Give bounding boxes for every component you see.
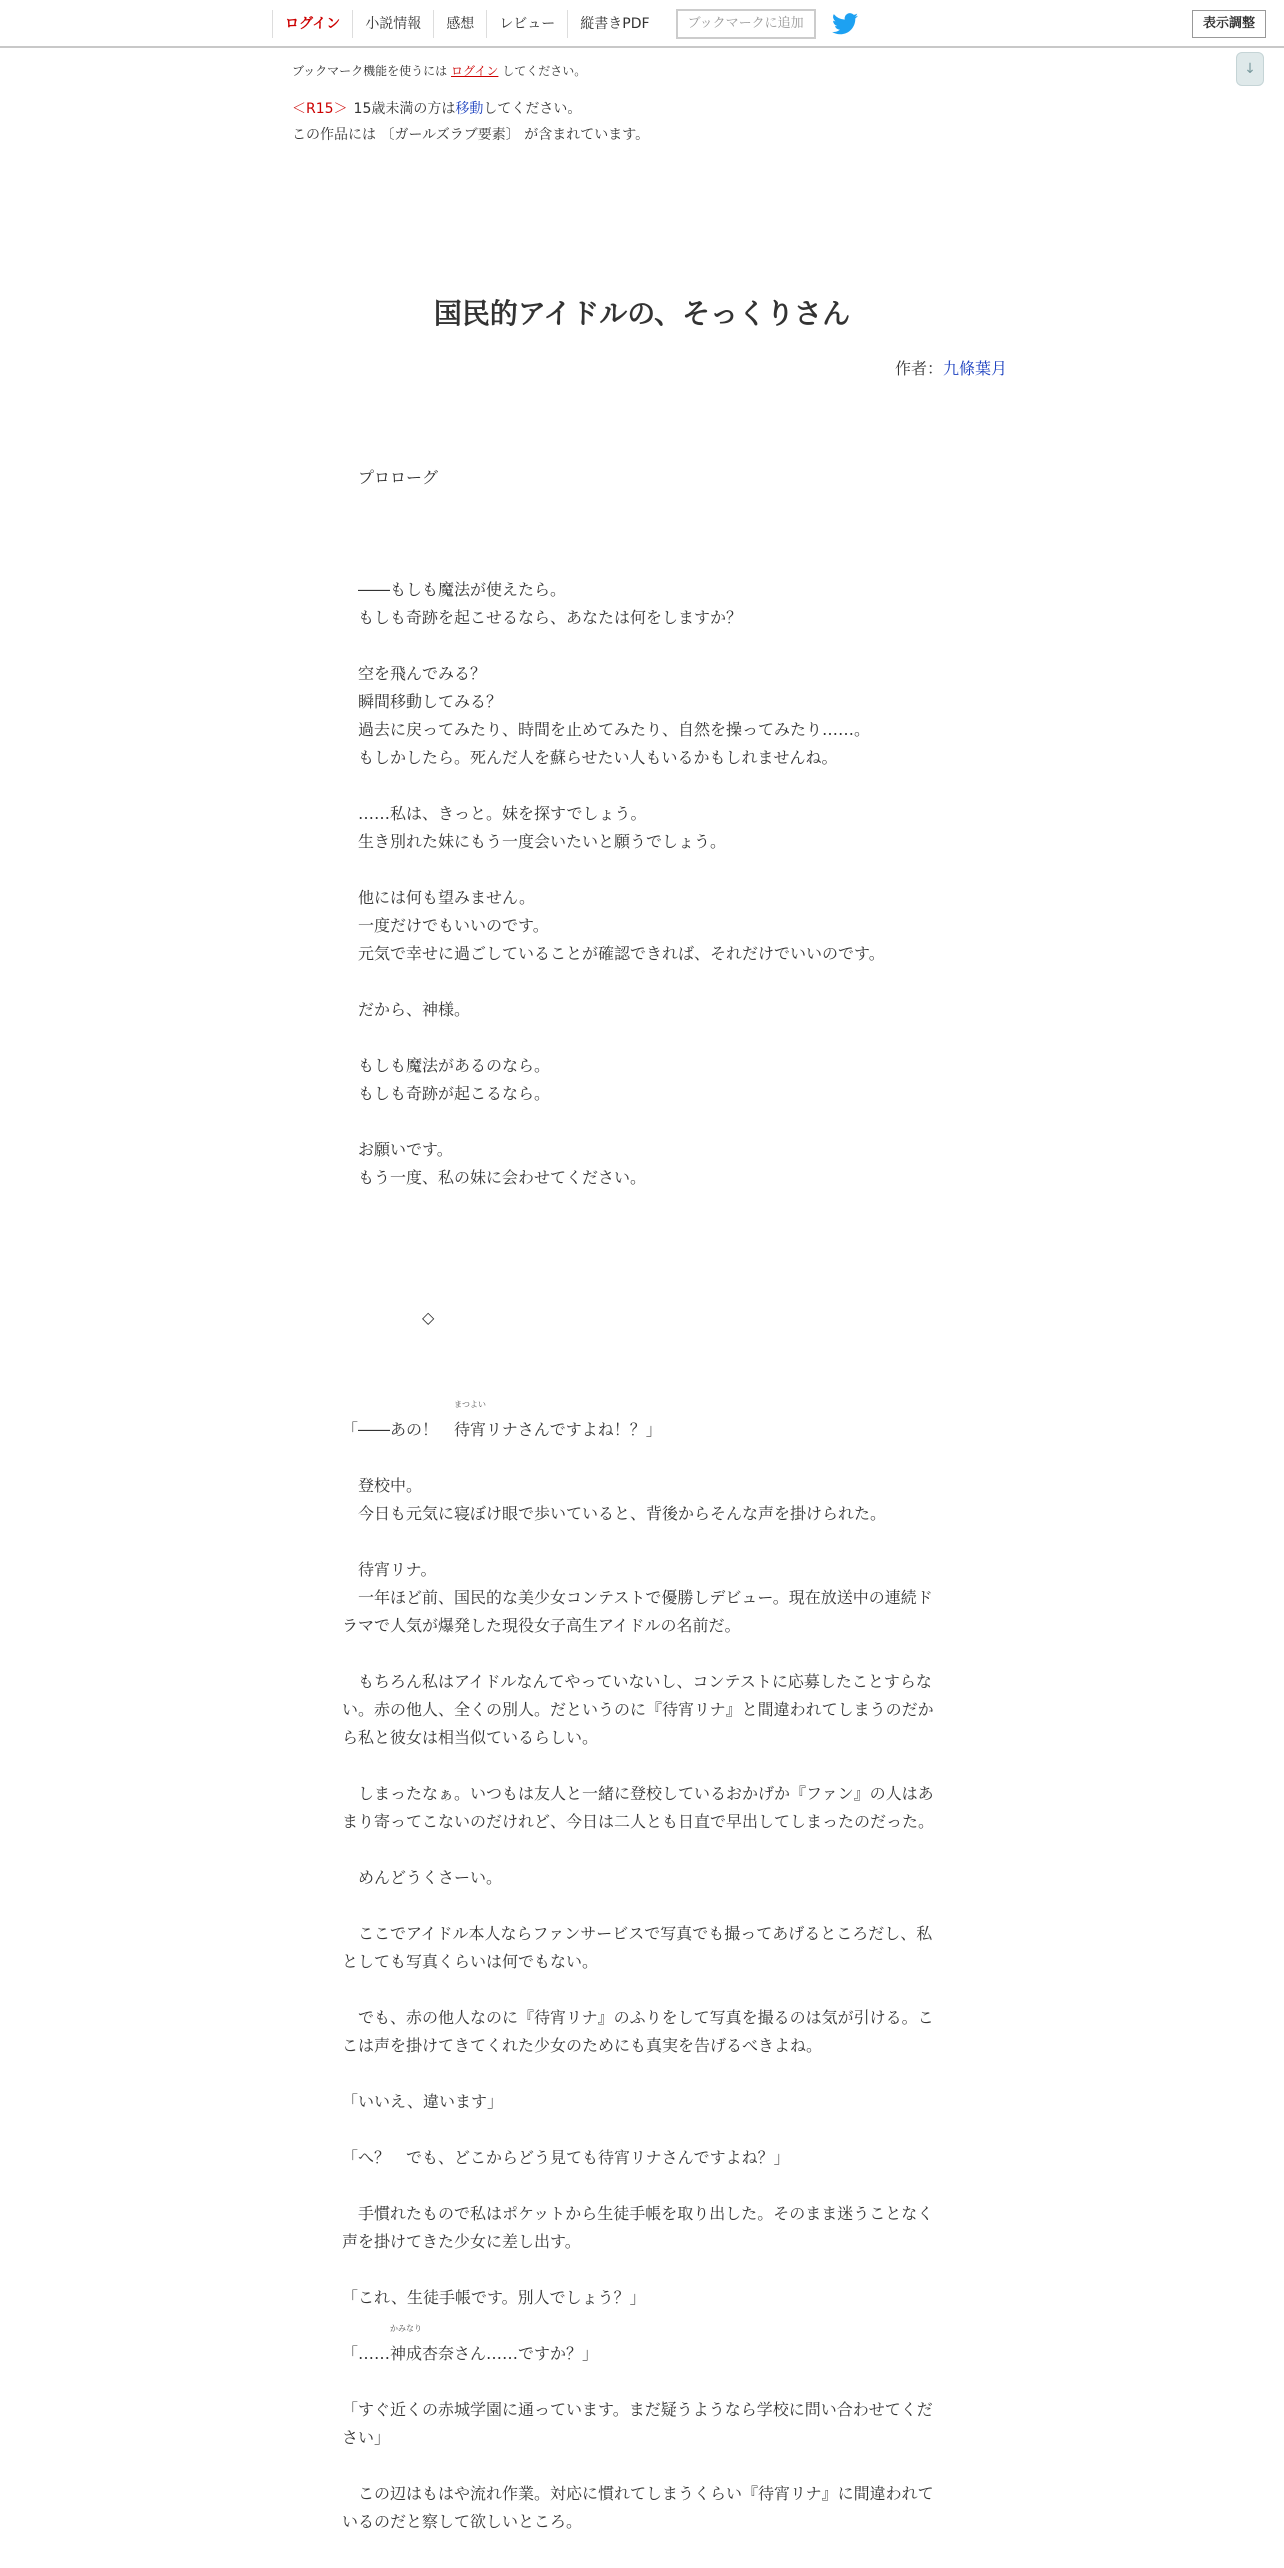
text-segment: 「…… [342,2344,391,2363]
body-line: 他には何も望みません。 [342,888,535,907]
body-line: ……私は、きっと。妹を探すでしょう。 [342,804,647,823]
body-line: だから、神様。 [342,1000,471,1019]
ruby-word [390,2324,423,2368]
body-line: ここでアイドル本人ならファンサービスで写真でも撮ってあげるところだし、私 [342,1924,933,1943]
girls-love-notice: この作品には 〔ガールズラブ要素〕 が含まれています。 [292,127,650,143]
review-link[interactable]: レビュー [486,10,567,38]
vertical-pdf-link[interactable]: 縦書きPDF [567,10,661,38]
text-segment: 杏奈さん……ですか？」 [422,2344,599,2363]
bookmark-notice [292,62,586,79]
novel-body [342,464,942,2536]
text-segment: リナさんですよね！？」 [486,1420,662,1439]
text-segment: 「――あの！ [342,1420,455,1439]
body-line: ――もしも魔法が使えたら。 [342,580,567,599]
body-line: 「いいえ、違います」 [342,2092,503,2111]
body-line-ruby [342,1400,942,1444]
body-line: 瞬間移動してみる？ [342,692,503,711]
body-line: めんどうくさーい。 [342,1868,503,1887]
body-line-ruby [342,2324,942,2368]
bookmark-notice-prefix: ブックマーク機能を使うには [292,64,448,78]
r15-move-link[interactable]: 移動 [455,101,484,117]
body-line: 「へ？ でも、どこからどう見ても待宵リナさんですよね？」 [342,2148,790,2167]
r15-prefix: 15歳未満の方は [353,101,456,117]
ruby-word [454,1400,487,1444]
author-link[interactable]: 九條葉月 [942,359,1007,378]
body-line: 手慣れたもので私はポケットから生徒手帳を取り出した。そのまま迷うことなく [342,2204,934,2223]
body-line: 生き別れた妹にもう一度会いたいと願うでしょう。 [342,832,727,851]
body-line: 「これ、生徒手帳です。別人でしょう？」 [342,2288,646,2307]
top-nav-bar [0,0,1284,48]
body-line: 過去に戻ってみたり、時間を止めてみたり、自然を操ってみたり……。 [342,720,871,739]
body-line: まり寄ってこないのだけれど、今日は二人とも日直で早出してしまったのだった。 [342,1812,935,1831]
body-line: この辺はもはや流れ作業。対応に慣れてしまうくらい『待宵リナ』に間違われて [342,2484,934,2503]
novel-title: 国民的アイドルの、そっくりさん [433,297,851,330]
body-line: 一年ほど前、国民的な美少女コンテストで優勝しデビュー。現在放送中の連続ド [342,1588,933,1607]
body-line: い。赤の他人、全くの別人。だというのに『待宵リナ』と間違われてしまうのだか [342,1700,934,1719]
bookmark-notice-suffix: してください。 [502,64,587,78]
body-line: ラマで人気が爆発した現役女子高生アイドルの名前だ。 [342,1616,741,1635]
ruby-text: かみなり [390,2324,423,2333]
novel-info-link[interactable]: 小説情報 [352,10,433,38]
body-line: もしも奇跡を起こせるなら、あなたは何をしますか？ [342,608,743,627]
body-line: としても写真くらいは何でもない。 [342,1952,599,1971]
body-line: こは声を掛けてきてくれた少女のためにも真実を告げるべきよね。 [342,2036,823,2055]
ruby-text: まつよい [454,1400,487,1409]
author-line [895,356,1007,379]
body-line: ら私と彼女は相当似ているらしい。 [342,1728,599,1747]
body-line: 声を掛けてきた少女に差し出す。 [342,2232,581,2251]
r15-notice [292,98,581,118]
ruby-base: 待宵 [454,1420,487,1439]
twitter-icon[interactable] [832,12,860,36]
chapter-heading: プロローグ [342,468,439,487]
body-line: 待宵リナ。 [342,1560,437,1579]
bookmark-add-button[interactable]: ブックマークに追加 [676,9,816,39]
login-link[interactable]: ログイン [272,10,352,38]
body-line: もう一度、私の妹に会わせてください。 [342,1168,647,1187]
body-line: 空を飛んでみる？ [342,664,487,683]
author-label: 作者： [894,359,943,378]
body-line: しまったなぁ。いつもは友人と一緒に登校しているおかげか『ファン』の人はあ [342,1784,934,1803]
ruby-base: 神成 [390,2344,423,2363]
r15-badge: ＜R15＞ [292,101,348,117]
body-line: 「すぐ近くの赤城学園に通っています。まだ疑うようなら学校に問い合わせてくだ [342,2400,933,2419]
body-line: さい」 [342,2428,391,2447]
display-settings-button[interactable]: 表示調整 [1192,10,1266,38]
body-line: いるのだと察して欲しいところ。 [342,2512,583,2531]
body-line: 登校中。 [342,1476,423,1495]
bookmark-login-link[interactable]: ログイン [451,64,499,78]
body-line: 元気で幸せに過ごしていることが確認できれば、それだけでいいのです。 [342,944,885,963]
body-line: もしも魔法があるのなら。 [342,1056,551,1075]
body-line: もちろん私はアイドルなんてやっていないし、コンテストに応募したことすらな [342,1672,932,1691]
body-line: 一度だけでもいいのです。 [342,916,549,935]
impressions-link[interactable]: 感想 [433,10,486,38]
body-line: もしも奇跡が起こるなら。 [342,1084,551,1103]
body-line: お願いです。 [342,1140,453,1159]
scene-break: ◇ [342,1308,435,1327]
body-line: でも、赤の他人なのに『待宵リナ』のふりをして写真を撮るのは気が引ける。こ [342,2008,934,2027]
body-line: 今日も元気に寝ぼけ眼で歩いていると、背後からそんな声を掛けられた。 [342,1504,887,1523]
scroll-down-button[interactable]: ↓ [1236,52,1264,86]
r15-suffix: してください。 [483,101,582,117]
nav-list [272,8,860,40]
body-line: もしかしたら。死んだ人を蘇らせたい人もいるかもしれませんね。 [342,748,838,767]
